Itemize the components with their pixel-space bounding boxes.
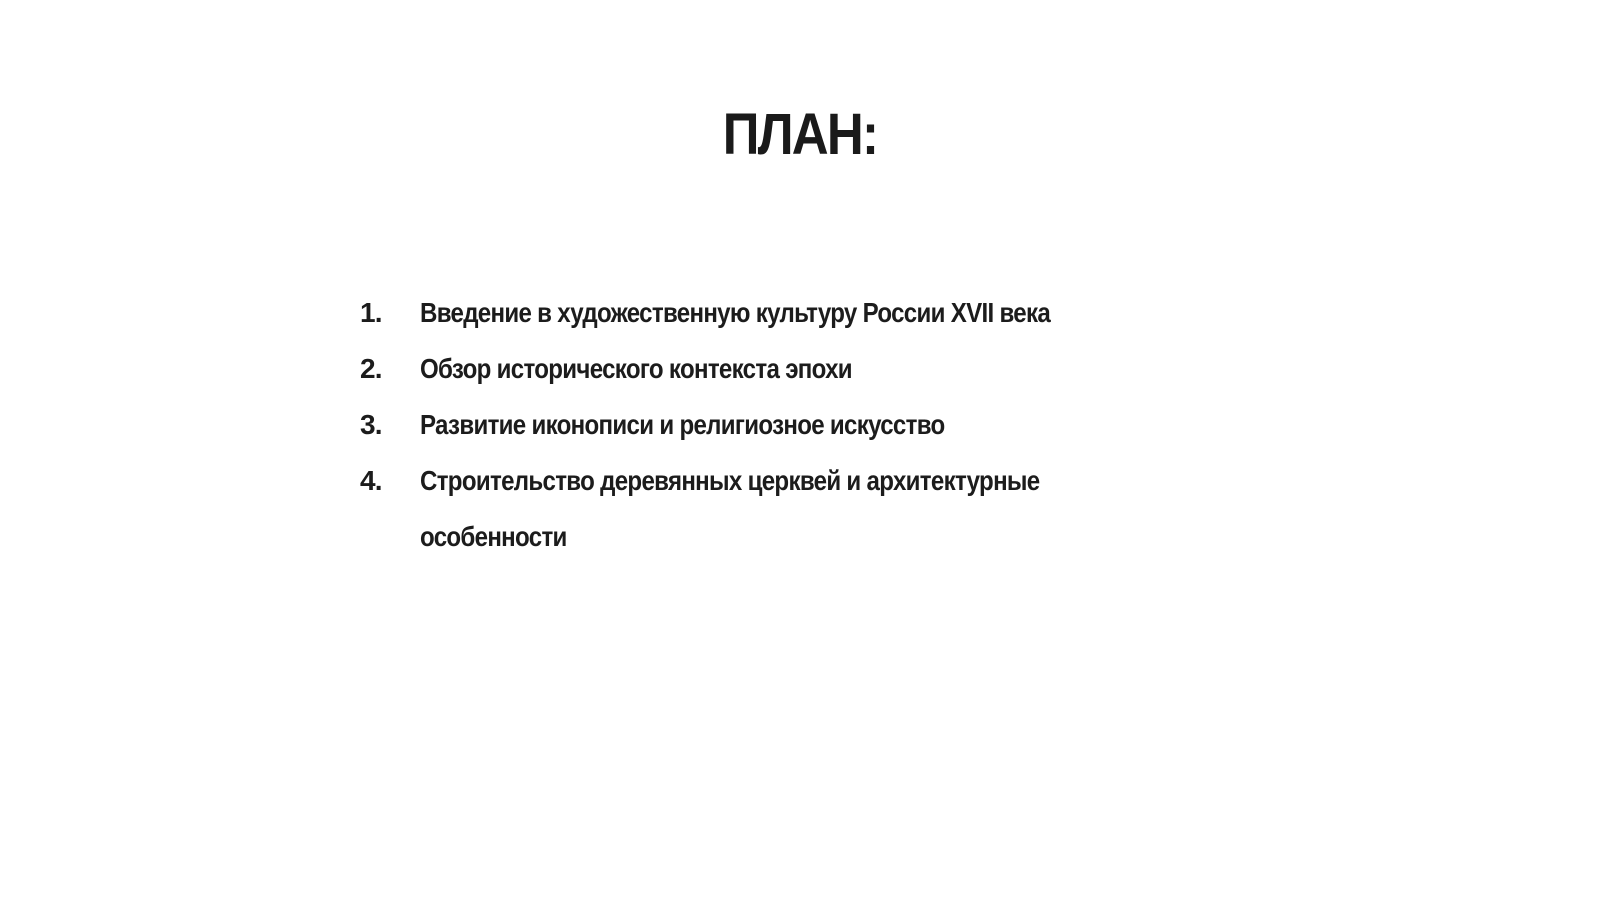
list-item — [360, 397, 1160, 453]
list-item-text: Введение в художественную культуру России XVII века — [420, 297, 1051, 328]
list-item — [360, 285, 1160, 341]
list-item-text: Обзор исторического контекста эпохи — [420, 353, 852, 384]
slide-title: ПЛАН: — [722, 102, 878, 167]
list-item-number: 4. — [360, 465, 382, 496]
list-item-number: 2. — [360, 353, 382, 384]
list-item-text: Строительство деревянных церквей и архитектурные особенности — [420, 465, 1040, 552]
list-item-number: 3. — [360, 409, 382, 440]
list-item — [360, 453, 1160, 565]
list-item — [360, 341, 1160, 397]
list-item-number: 1. — [360, 297, 382, 328]
plan-list — [360, 285, 1160, 565]
list-item-text: Развитие иконописи и религиозное искусство — [420, 409, 945, 440]
